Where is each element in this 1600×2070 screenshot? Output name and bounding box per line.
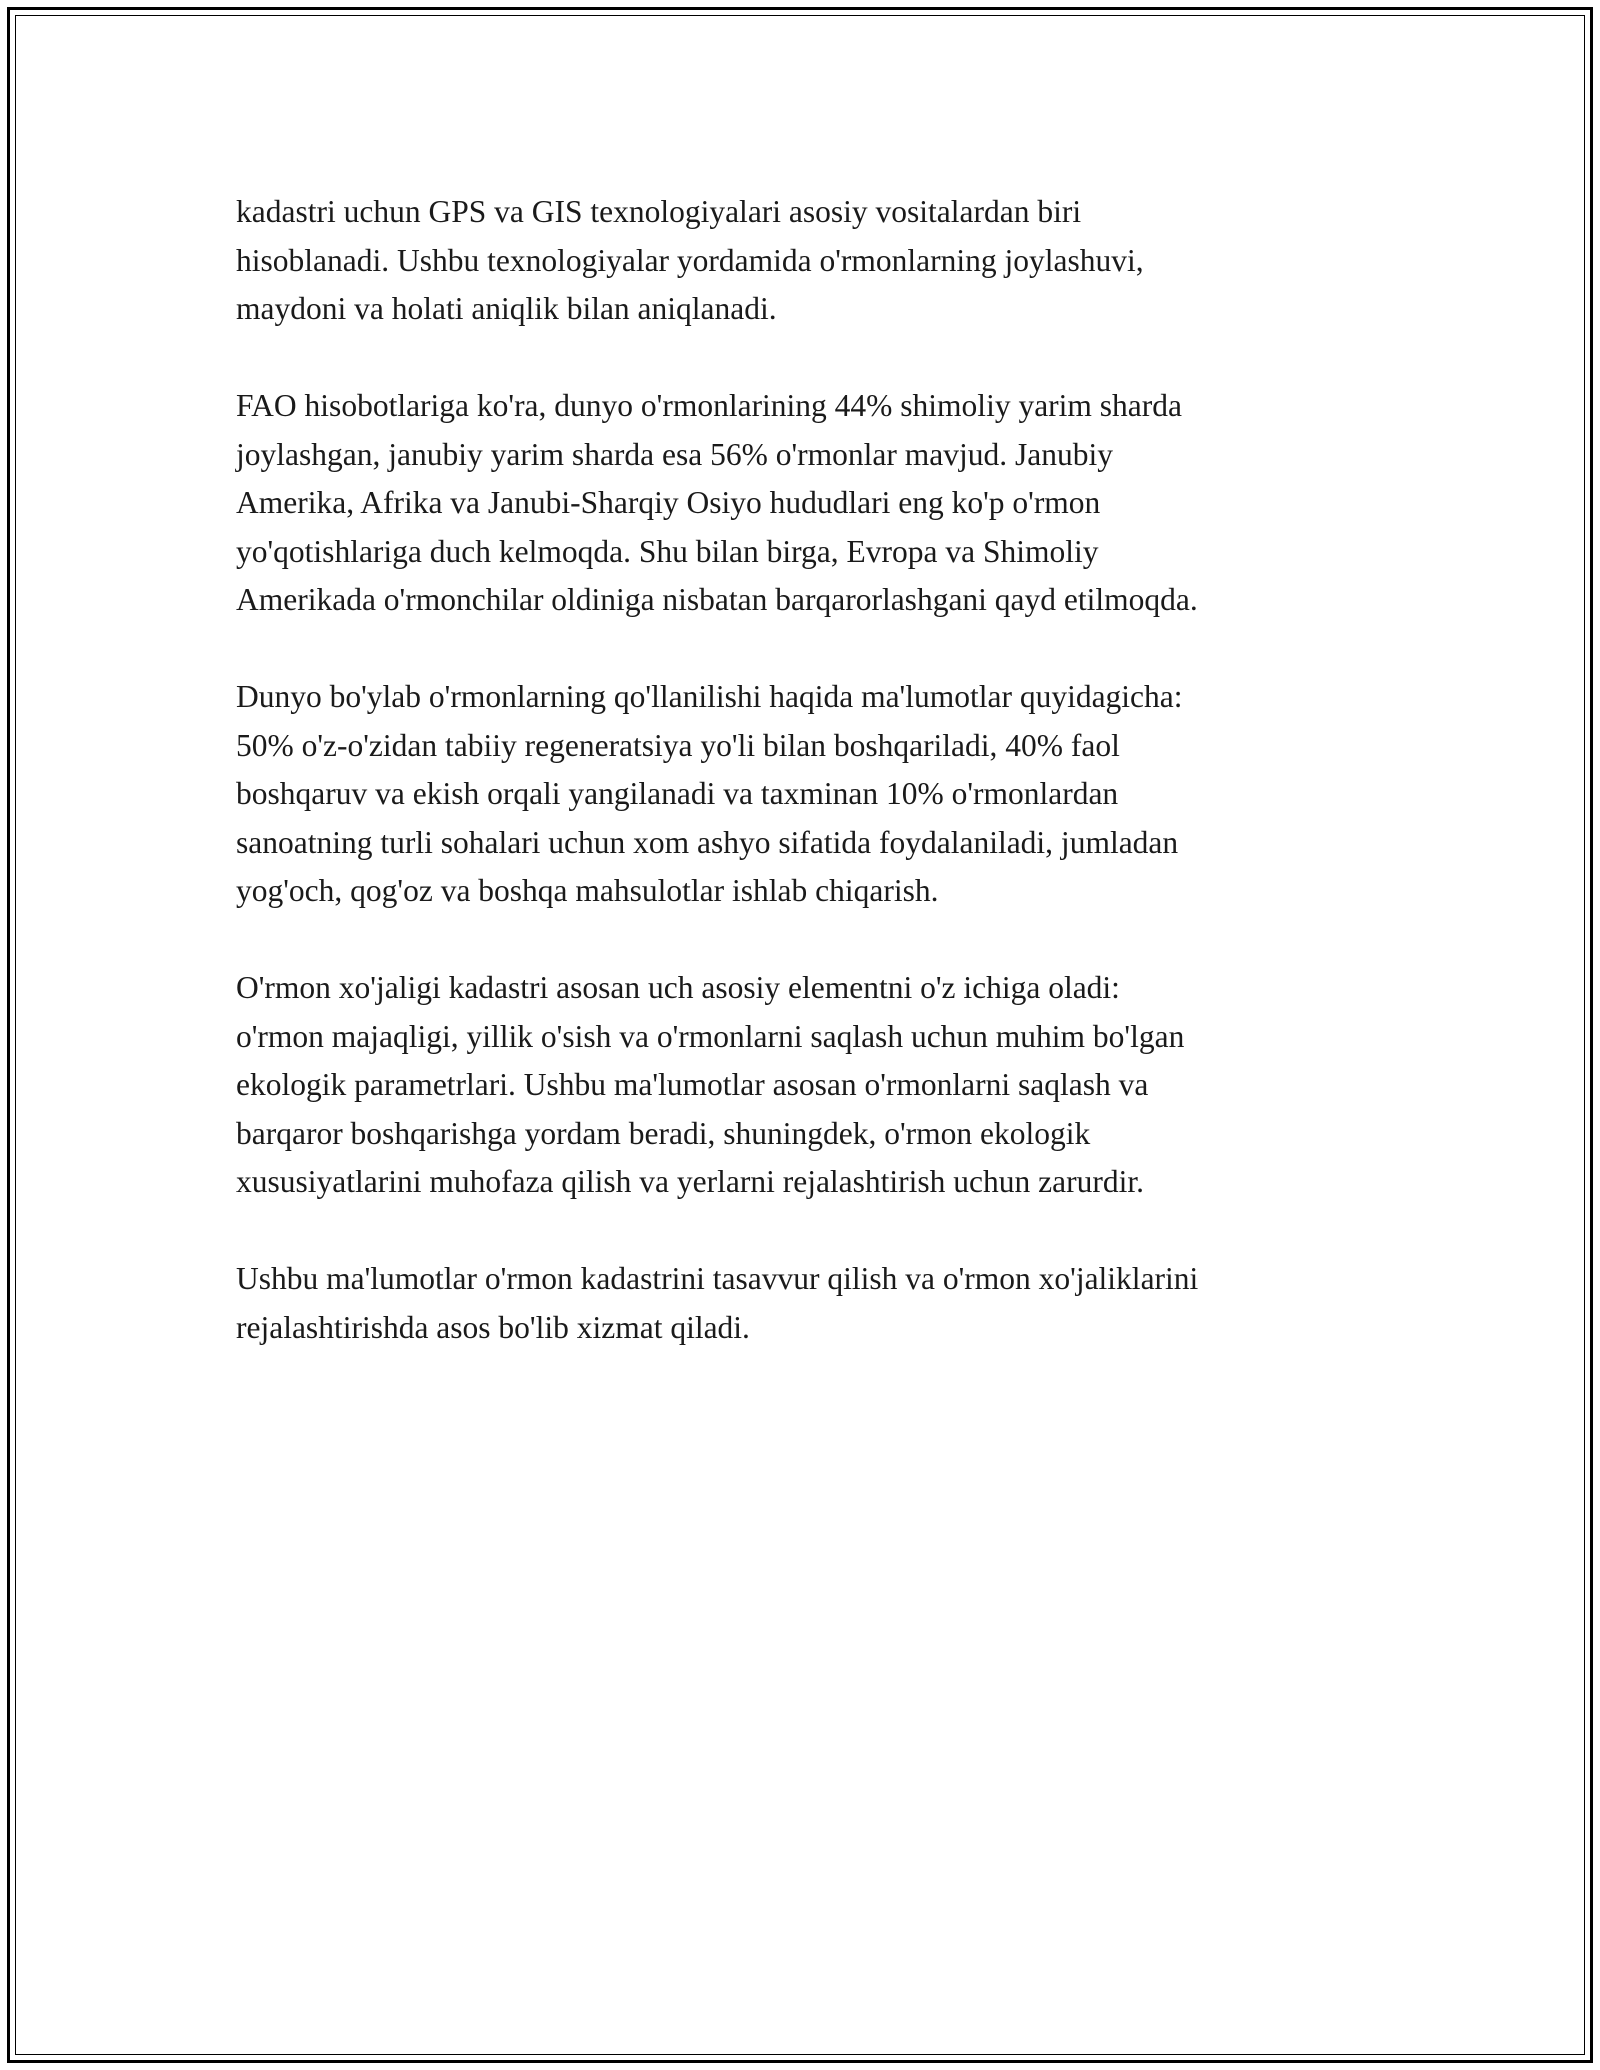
text-line: xususiyatlarini muhofaza qilish va yerlarni rejalashtirish uchun zarurdir. [236,1164,1144,1199]
text-line: Amerika, Afrika va Janubi-Sharqiy Osiyo hududlari eng ko'p o'rmon [236,485,1101,520]
text-line: yog'och, qog'oz va boshqa mahsulotlar ishlab chiqarish. [236,873,939,908]
text-line: ekologik parametrlari. Ushbu ma'lumotlar asosan o'rmonlarni saqlash va [236,1067,1149,1102]
text-line: kadastri uchun GPS va GIS texnologiyalari asosiy vositalardan biri [236,194,1082,229]
text-line: barqaror boshqarishga yordam beradi, shuningdek, o'rmon ekologik [236,1115,1091,1151]
text-line: sanoatning turli sohalari uchun xom ashyo sifatida foydalaniladi, jumladan [236,824,1179,860]
text-line: o'rmon majaqligi, yillik o'sish va o'rmonlarni saqlash uchun muhim bo'lgan [236,1018,1185,1054]
text-line: hisoblanadi. Ushbu texnologiyalar yordamida o'rmonlarning joylashuvi, [236,242,1144,278]
document-body [236,188,1386,1401]
paragraph-fao-reports [236,382,1386,625]
text-line: Ushbu ma'lumotlar o'rmon kadastrini tasavvur qilish va o'rmon xo'jaliklarini [236,1261,1199,1296]
text-line: maydoni va holati aniqlik bilan aniqlanadi. [236,291,777,326]
text-line: FAO hisobotlariga ko'ra, dunyo o'rmonlarining 44% shimoliy yarim sharda [236,388,1182,423]
paragraph-cadastre-elements [236,964,1386,1207]
text-line: boshqaruv va ekish orqali yangilanadi va taxminan 10% o'rmonlardan [236,776,1119,811]
paragraph-conclusion [236,1255,1386,1352]
text-line: rejalashtirishda asos bo'lib xizmat qiladi. [236,1309,750,1345]
text-line: yo'qotishlariga duch kelmoqda. Shu bilan birga, Evropa va Shimoliy [236,533,1099,569]
text-line: joylashgan, janubiy yarim sharda esa 56% o'rmonlar mavjud. Janubiy [236,436,1113,472]
paragraph-forest-usage [236,673,1386,916]
text-line: Dunyo bo'ylab o'rmonlarning qo'llanilishi haqida ma'lumotlar quyidagicha: [236,679,1183,714]
text-line: Amerikada o'rmonchilar oldiniga nisbatan barqarorlashgani qayd etilmoqda. [236,582,1198,617]
text-line: 50% o'z-o'zidan tabiiy regeneratsiya yo'li bilan boshqariladi, 40% faol [236,727,1120,763]
text-line: O'rmon xo'jaligi kadastri asosan uch asosiy elementni o'z ichiga oladi: [236,970,1120,1005]
paragraph-gps-gis [236,188,1386,334]
